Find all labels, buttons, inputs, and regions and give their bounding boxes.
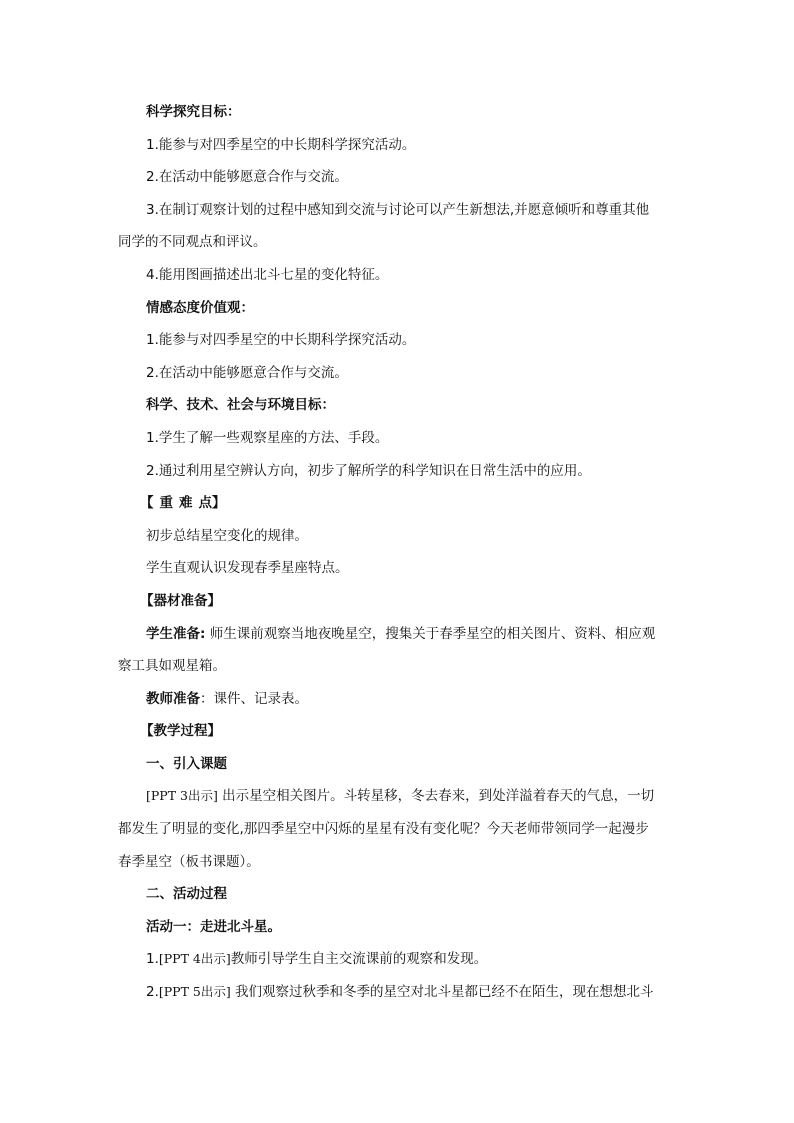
science-inquiry-item-2: 2.在活动中能够愿意合作与交流。 bbox=[146, 169, 348, 186]
sts-item-2: 2.通过利用星空辨认方向，初步了解所学的科学知识在日常生活中的应用。 bbox=[146, 462, 591, 479]
student-prep-label: 学生准备: bbox=[146, 625, 206, 642]
student-prep bbox=[118, 618, 680, 651]
sts-heading: 科学、技术、社会与环境目标： bbox=[146, 397, 335, 414]
key-point-1: 初步总结星空变化的规律。 bbox=[146, 527, 308, 544]
key-points-heading-open: 【重 bbox=[140, 495, 179, 512]
science-inquiry-heading: 科学探究目标： bbox=[146, 104, 241, 120]
step-2-number: 2. bbox=[146, 984, 159, 1001]
activity-1-heading: 活动一：走进北斗星。 bbox=[146, 918, 281, 935]
emotion-item-2: 2.在活动中能够愿意合作与交流。 bbox=[146, 364, 348, 381]
key-points-heading-mid: 难 bbox=[179, 495, 199, 512]
document-body bbox=[118, 96, 680, 1009]
step-2-ppt-tag: [PPT 5出示] bbox=[158, 984, 231, 1000]
emotion-item-1: 1.能参与对四季星空的中长期科学探究活动。 bbox=[146, 332, 416, 349]
intro-heading: 一、引入课题 bbox=[146, 755, 227, 772]
science-inquiry-item-1: 1.能参与对四季星空的中长期科学探究活动。 bbox=[146, 136, 416, 153]
activity-step-1 bbox=[118, 943, 680, 976]
step-1-number: 1. bbox=[146, 951, 159, 968]
step-1-ppt-tag: [PPT 4出示] bbox=[158, 951, 231, 967]
process-heading: 【教学过程】 bbox=[140, 723, 221, 740]
key-points-heading-close: 点】 bbox=[198, 495, 226, 512]
science-inquiry-item-4: 4.能用图画描述出北斗七星的变化特征。 bbox=[146, 266, 389, 283]
activity-step-2 bbox=[118, 976, 680, 1009]
materials-heading: 【器材准备】 bbox=[140, 592, 221, 609]
intro-paragraph-line-3: 春季星空（板书课题）。 bbox=[118, 853, 260, 870]
teacher-prep bbox=[118, 683, 680, 716]
sts-item-1: 1.学生了解一些观察星座的方法、手段。 bbox=[146, 429, 389, 446]
intro-paragraph-line-2: 都发生了明显的变化,那四季星空中闪烁的星星有没有变化呢？今天老师带领同学一起漫步 bbox=[118, 821, 649, 838]
activity-process-heading: 二、活动过程 bbox=[146, 886, 227, 903]
emotion-heading: 情感态度价值观： bbox=[146, 299, 254, 316]
science-inquiry-item-3: 3.在制订观察计划的过程中感知到交流与讨论可以产生新想法,并愿意倾听和尊重其他 bbox=[146, 201, 650, 218]
intro-text: 出示星空相关图片。斗转星移，冬去春来，到处洋溢着春天的气息，一切 bbox=[217, 788, 655, 805]
key-point-2: 学生直观认识发现春季星座特点。 bbox=[146, 560, 349, 577]
step-2-text: 我们观察过秋季和冬季的星空对北斗星都已经不在陌生，现在想想北斗 bbox=[230, 984, 654, 1001]
step-1-text: 教师引导学生自主交流课前的观察和发现。 bbox=[230, 951, 488, 968]
teacher-prep-text: ：课件、记录表。 bbox=[200, 690, 308, 707]
intro-ppt-tag: [PPT 3出示] bbox=[146, 788, 218, 804]
intro-paragraph bbox=[118, 780, 680, 813]
student-prep-text: 师生课前观察当地夜晚星空，搜集关于春季星空的相关图片、资料、相应观 bbox=[205, 625, 656, 642]
student-prep-continued: 察工具如观星箱。 bbox=[118, 658, 226, 675]
science-inquiry-item-3-continued: 同学的不同观点和评议。 bbox=[118, 234, 267, 251]
teacher-prep-label: 教师准备 bbox=[146, 690, 200, 707]
key-points-heading bbox=[118, 487, 680, 520]
